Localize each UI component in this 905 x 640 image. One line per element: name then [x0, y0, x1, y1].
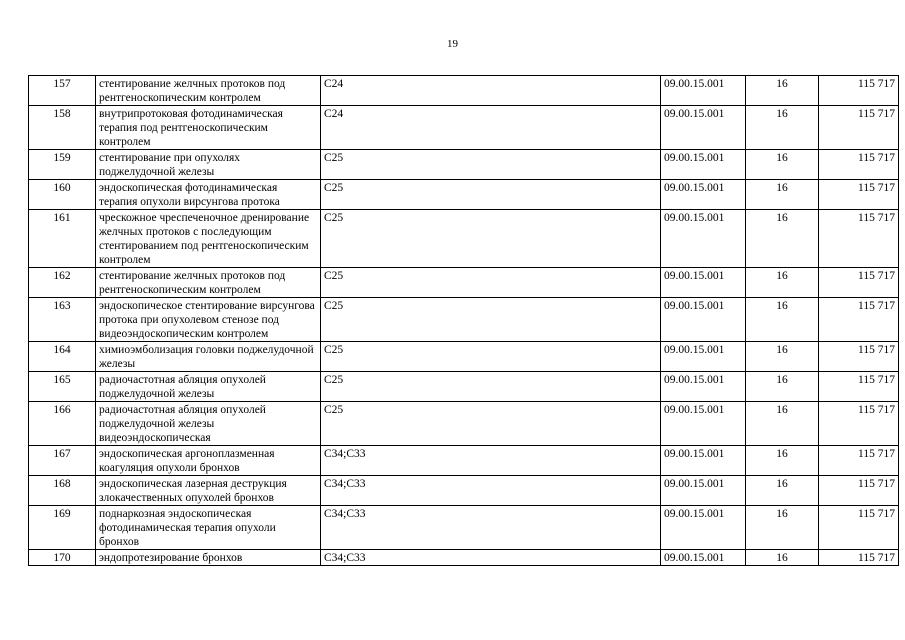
table-row — [29, 106, 899, 150]
row-number-cell: 166 — [29, 402, 96, 446]
cost-cell: 115 717 — [819, 476, 899, 506]
procedure-name-cell: внутрипротоковая фотодинамическая терапия под рентгеноскопическим контролем — [96, 106, 321, 150]
icd-code-cell: C25 — [321, 210, 661, 268]
row-number-cell: 159 — [29, 150, 96, 180]
row-number-cell: 158 — [29, 106, 96, 150]
cost-cell: 115 717 — [819, 106, 899, 150]
cost-cell: 115 717 — [819, 342, 899, 372]
table-row — [29, 506, 899, 550]
table-row — [29, 210, 899, 268]
cost-cell: 115 717 — [819, 402, 899, 446]
row-number-cell: 164 — [29, 342, 96, 372]
procedure-name-cell: радиочастотная абляция опухолей поджелудочной железы видеоэндоскопическая — [96, 402, 321, 446]
specialty-code-cell: 09.00.15.001 — [661, 150, 746, 180]
cost-cell: 115 717 — [819, 550, 899, 566]
group-cell: 16 — [746, 268, 819, 298]
group-cell: 16 — [746, 76, 819, 106]
procedure-name-cell: радиочастотная абляция опухолей поджелудочной железы — [96, 372, 321, 402]
cost-cell: 115 717 — [819, 268, 899, 298]
procedure-name-cell: химиоэмболизация головки поджелудочной железы — [96, 342, 321, 372]
specialty-code-cell: 09.00.15.001 — [661, 106, 746, 150]
procedure-table-body — [29, 76, 899, 566]
specialty-code-cell: 09.00.15.001 — [661, 342, 746, 372]
specialty-code-cell: 09.00.15.001 — [661, 476, 746, 506]
group-cell: 16 — [746, 210, 819, 268]
table-row — [29, 76, 899, 106]
specialty-code-cell: 09.00.15.001 — [661, 210, 746, 268]
group-cell: 16 — [746, 106, 819, 150]
group-cell: 16 — [746, 446, 819, 476]
table-row — [29, 476, 899, 506]
cost-cell: 115 717 — [819, 210, 899, 268]
cost-cell: 115 717 — [819, 298, 899, 342]
procedure-name-cell: эндоскопическое стентирование вирсунгова протока при опухолевом стенозе под видеоэндоскопическим контролем — [96, 298, 321, 342]
table-row — [29, 446, 899, 476]
group-cell: 16 — [746, 342, 819, 372]
procedure-name-cell: стентирование при опухолях поджелудочной железы — [96, 150, 321, 180]
icd-code-cell: C24 — [321, 106, 661, 150]
specialty-code-cell: 09.00.15.001 — [661, 298, 746, 342]
procedure-name-cell: эндопротезирование бронхов — [96, 550, 321, 566]
group-cell: 16 — [746, 550, 819, 566]
cost-cell: 115 717 — [819, 372, 899, 402]
table-row — [29, 372, 899, 402]
specialty-code-cell: 09.00.15.001 — [661, 180, 746, 210]
procedure-name-cell: эндоскопическая лазерная деструкция злокачественных опухолей бронхов — [96, 476, 321, 506]
row-number-cell: 165 — [29, 372, 96, 402]
table-row — [29, 150, 899, 180]
row-number-cell: 167 — [29, 446, 96, 476]
icd-code-cell: C24 — [321, 76, 661, 106]
specialty-code-cell: 09.00.15.001 — [661, 402, 746, 446]
specialty-code-cell: 09.00.15.001 — [661, 550, 746, 566]
icd-code-cell: C25 — [321, 298, 661, 342]
row-number-cell: 162 — [29, 268, 96, 298]
procedure-name-cell: чрескожное чреспеченочное дренирование желчных протоков с последующим стентированием под рентгеноскопическим контролем — [96, 210, 321, 268]
procedure-name-cell: поднаркозная эндоскопическая фотодинамическая терапия опухоли бронхов — [96, 506, 321, 550]
row-number-cell: 168 — [29, 476, 96, 506]
row-number-cell: 163 — [29, 298, 96, 342]
group-cell: 16 — [746, 506, 819, 550]
group-cell: 16 — [746, 150, 819, 180]
icd-code-cell: C25 — [321, 180, 661, 210]
table-row — [29, 298, 899, 342]
table-row — [29, 342, 899, 372]
icd-code-cell: C34;C33 — [321, 476, 661, 506]
specialty-code-cell: 09.00.15.001 — [661, 506, 746, 550]
icd-code-cell: C34;C33 — [321, 550, 661, 566]
group-cell: 16 — [746, 402, 819, 446]
procedure-name-cell: стентирование желчных протоков под рентгеноскопическим контролем — [96, 268, 321, 298]
row-number-cell: 170 — [29, 550, 96, 566]
icd-code-cell: C34;C33 — [321, 506, 661, 550]
cost-cell: 115 717 — [819, 446, 899, 476]
specialty-code-cell: 09.00.15.001 — [661, 372, 746, 402]
icd-code-cell: C25 — [321, 268, 661, 298]
page-number: 19 — [447, 38, 458, 50]
table-row — [29, 268, 899, 298]
procedure-table — [28, 75, 899, 566]
specialty-code-cell: 09.00.15.001 — [661, 268, 746, 298]
icd-code-cell: C25 — [321, 150, 661, 180]
cost-cell: 115 717 — [819, 150, 899, 180]
cost-cell: 115 717 — [819, 506, 899, 550]
row-number-cell: 160 — [29, 180, 96, 210]
row-number-cell: 161 — [29, 210, 96, 268]
specialty-code-cell: 09.00.15.001 — [661, 446, 746, 476]
group-cell: 16 — [746, 476, 819, 506]
group-cell: 16 — [746, 298, 819, 342]
group-cell: 16 — [746, 372, 819, 402]
specialty-code-cell: 09.00.15.001 — [661, 76, 746, 106]
procedure-name-cell: стентирование желчных протоков под рентгеноскопическим контролем — [96, 76, 321, 106]
icd-code-cell: C25 — [321, 342, 661, 372]
table-row — [29, 180, 899, 210]
procedure-name-cell: эндоскопическая аргоноплазменная коагуляция опухоли бронхов — [96, 446, 321, 476]
table-row — [29, 550, 899, 566]
procedure-name-cell: эндоскопическая фотодинамическая терапия опухоли вирсунгова протока — [96, 180, 321, 210]
row-number-cell: 169 — [29, 506, 96, 550]
table-row — [29, 402, 899, 446]
row-number-cell: 157 — [29, 76, 96, 106]
cost-cell: 115 717 — [819, 180, 899, 210]
icd-code-cell: C25 — [321, 372, 661, 402]
icd-code-cell: C34;C33 — [321, 446, 661, 476]
cost-cell: 115 717 — [819, 76, 899, 106]
group-cell: 16 — [746, 180, 819, 210]
icd-code-cell: C25 — [321, 402, 661, 446]
